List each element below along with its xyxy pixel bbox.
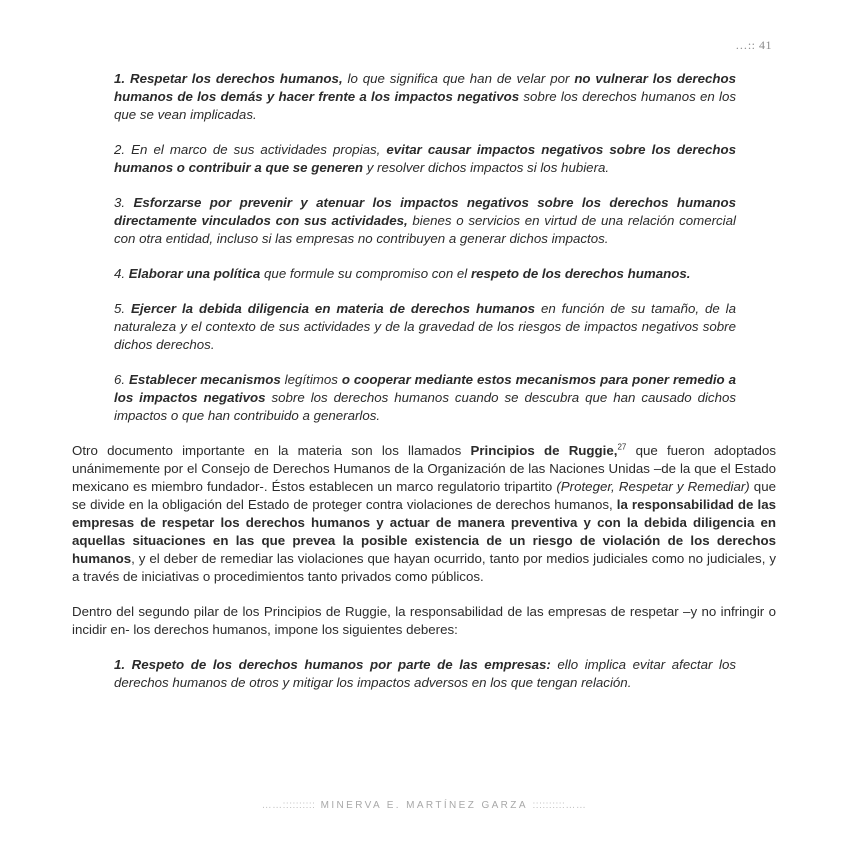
body-paragraph-ruggie: [72, 442, 776, 586]
numbered-list-bottom: [72, 656, 776, 692]
numbered-list-top: [72, 70, 776, 425]
text-run: bienes o servicios en virtud de una relación comercial con otra entidad, incluso si las empresas no contribuyen a generar dichos impactos.: [114, 213, 736, 246]
text-run: Otro documento importante en la materia son los llamados: [72, 443, 471, 458]
text-run: legítimos: [280, 372, 342, 387]
emphasis-text: Esforzarse por prevenir y atenuar los impactos negativos sobre los derechos humanos directamente vinculados con sus actividades,: [114, 195, 736, 228]
text-run: 2. En el marco de sus actividades propias,: [114, 142, 387, 157]
list-item: [114, 656, 736, 692]
footer-author: MINERVA E. MARTÍNEZ GARZA: [320, 800, 528, 811]
emphasis-text: Establecer mecanismos: [129, 372, 281, 387]
text-run: ello implica evitar afectar los derechos humanos de otros y mitigar los impactos adversos en los que tengan relación.: [114, 657, 736, 690]
text-run: , y el deber de remediar las violaciones que hayan ocurrido, tanto por medios judiciales como no judiciales, y a través de iniciativas o procedimientos tanto privados como públicos.: [72, 551, 776, 584]
text-run: 6.: [114, 372, 130, 387]
emphasis-text: respeto de los derechos humanos.: [470, 266, 691, 281]
list-item: [114, 194, 736, 248]
emphasis-text: no vulnerar los derechos humanos de los demás y hacer frente a los impactos negativos: [114, 71, 736, 104]
italic-text: (Proteger, Respetar y Remediar): [556, 479, 750, 494]
text-run: que formule su compromiso con el: [260, 266, 471, 281]
text-run: en función de su tamaño, de la naturaleza y el contexto de sus actividades y de la gravedad de los riesgos de impactos negativos sobre dichos derechos.: [114, 301, 736, 352]
emphasis-text: 1. Respetar los derechos humanos,: [114, 71, 343, 86]
list-item: [114, 70, 736, 124]
emphasis-text: Elaborar una política: [128, 266, 261, 281]
emphasis-text: la responsabilidad de las empresas de respetar los derechos humanos y actuar de manera preventiva y con la debida diligencia en aquellas situaciones en las que prevea la posible existencia de un riesgo de violación de los derechos humanos: [72, 497, 776, 566]
emphasis-text: 1. Respeto de los derechos humanos por parte de las empresas:: [114, 657, 551, 672]
text-run: que fueron adoptados unánimemente por el Consejo de Derechos Humanos de la Organización de las Naciones Unidas –de la que el Estado mexicano es miembro fundador-. Éstos establecen un marco regulatorio tripartito: [72, 443, 776, 494]
emphasis-text: o cooperar mediante estos mecanismos para poner remedio a los impactos negativos: [114, 372, 736, 405]
text-run: y resolver dichos impactos si los hubiera.: [363, 160, 610, 175]
list-item: [114, 141, 736, 177]
text-run: sobre los derechos humanos en los que se vean implicadas.: [114, 89, 736, 122]
text-run: que se divide en la obligación del Estado de proteger contra violaciones de derechos humanos,: [72, 479, 776, 512]
body-paragraph-second-pillar: Dentro del segundo pilar de los Principios de Ruggie, la responsabilidad de las empresas de respetar –y no infringir o incidir en- los derechos humanos, impone los siguientes deberes:: [72, 604, 776, 637]
footer-ornament-right: ::::::::::……: [532, 800, 587, 811]
page-footer: [0, 800, 848, 811]
emphasis-text: evitar causar impactos negativos sobre los derechos humanos o contribuir a que se generen: [114, 142, 737, 175]
text-run: 3.: [114, 195, 134, 210]
page-number: …:: 41: [735, 38, 772, 52]
text-run: sobre los derechos humanos cuando se descubra que han causado dichos impactos o que han contribuido a generarlos.: [114, 390, 737, 423]
footer-ornament-left: ……::::::::::: [261, 800, 316, 811]
list-item: [114, 265, 736, 283]
emphasis-text: Principios de Ruggie,: [470, 443, 618, 458]
emphasis-text: Ejercer la debida diligencia en materia de derechos humanos: [130, 301, 536, 316]
page-content: [72, 70, 776, 692]
text-run: lo que significa que han de velar por: [342, 71, 575, 86]
list-item: [114, 371, 736, 425]
text-run: 5.: [114, 301, 131, 316]
footnote-ref[interactable]: 27: [617, 442, 627, 452]
text-run: 4.: [114, 266, 129, 281]
list-item: [114, 300, 736, 354]
